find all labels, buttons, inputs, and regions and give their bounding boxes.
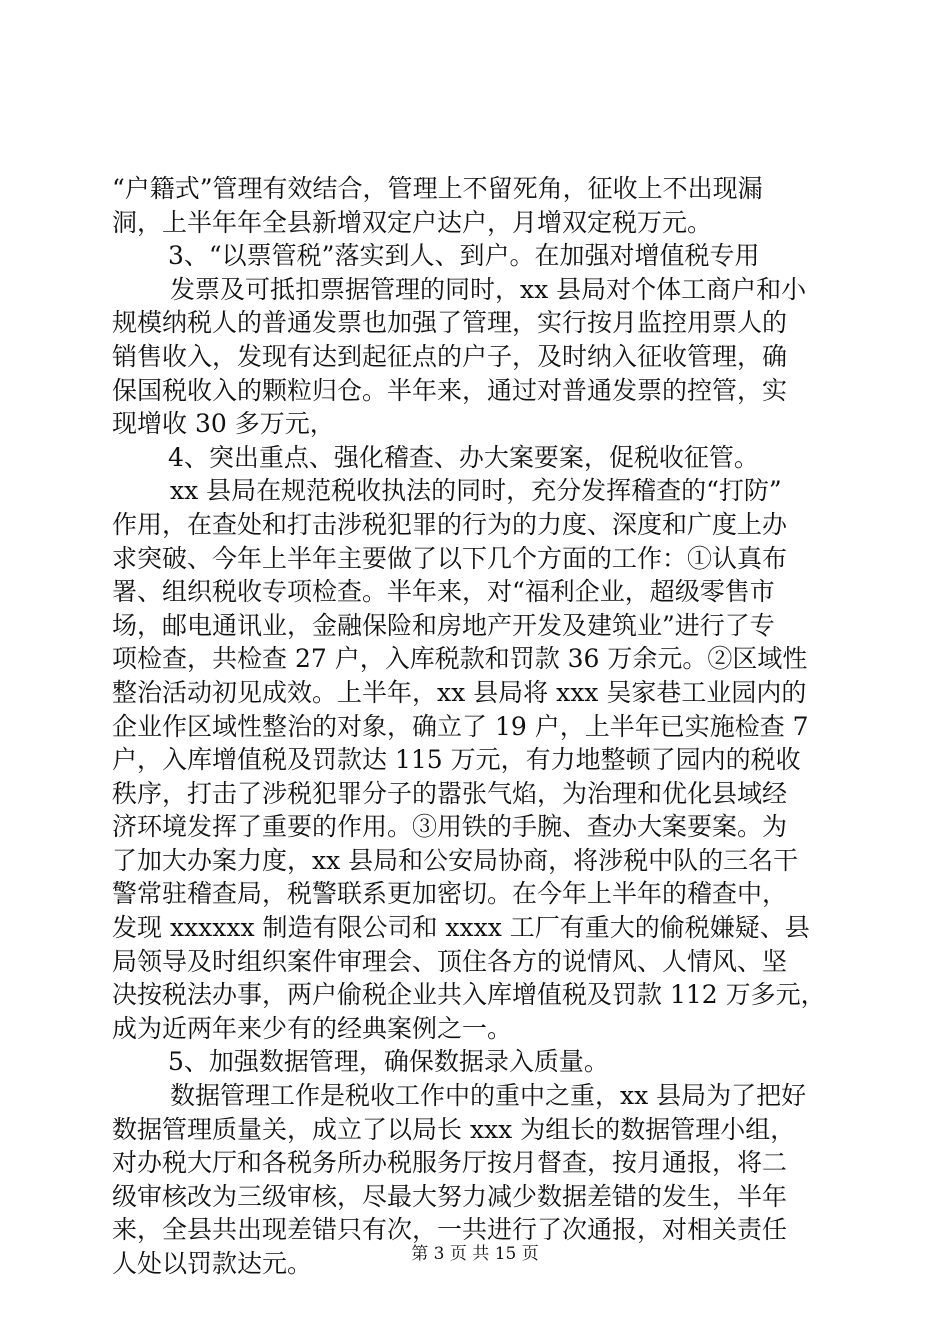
page-number-footer: 第 3 页 共 15 页 bbox=[411, 1244, 539, 1264]
text-line: xx 县局在规范税收执法的同时，充分发挥稽查的“打防” bbox=[170, 476, 782, 506]
text-line: 署、组织税收专项检查。半年来，对“福利企业，超级零售市 bbox=[112, 577, 775, 607]
section-heading: 4、突出重点、强化稽查、办大案要案，促税收征管。 bbox=[168, 442, 759, 472]
text-line: 决按税法办事，两户偷税企业共入库增值税及罚款 112 万多元， bbox=[112, 980, 826, 1010]
text-line: 济环境发挥了重要的作用。③用铁的手腕、查办大案要案。为 bbox=[112, 812, 788, 842]
text-line: 发现 xxxxxx 制造有限公司和 xxxx 工厂有重大的偷税嫌疑、县 bbox=[112, 913, 810, 943]
text-line: 对办税大厅和各税务所办税服务厅按月督查，按月通报，将二 bbox=[112, 1148, 788, 1178]
text-line: 场，邮电通讯业，金融保险和房地产开发及建筑业”进行了专 bbox=[112, 610, 775, 640]
text-line: 作用，在查处和打击涉税犯罪的行为的力度、深度和广度上办 bbox=[112, 509, 788, 539]
text-line: 求突破、今年上半年主要做了以下几个方面的工作：①认真布 bbox=[112, 543, 788, 573]
section-heading: 3、“以票管税”落实到人、到户。在加强对增值税专用 bbox=[168, 241, 760, 271]
text-line: 企业作区域性整治的对象，确立了 19 户，上半年已实施检查 7 bbox=[112, 711, 809, 741]
text-line: 来，全县共出现差错只有次，一共进行了次通报，对相关责任 bbox=[112, 1215, 788, 1245]
text-line: 规模纳税人的普通发票也加强了管理，实行按月监控用票人的 bbox=[112, 308, 788, 338]
document-body bbox=[112, 172, 842, 1281]
text-line: “户籍式”管理有效结合，管理上不留死角，征收上不出现漏 bbox=[112, 174, 763, 203]
text-line: 数据管理质量关，成立了以局长 xxx 为组长的数据管理小组， bbox=[112, 1114, 796, 1144]
text-line: 局领导及时组织案件审理会、顶住各方的说情风、人情风、坚 bbox=[112, 946, 788, 976]
text-line: 项检查，共检查 27 户，入库税款和罚款 36 万余元。②区域性 bbox=[112, 644, 808, 674]
text-line: 警常驻稽查局，税警联系更加密切。在今年上半年的稽查中， bbox=[112, 879, 788, 909]
text-line: 户，入库增值税及罚款达 115 万元，有力地整顿了园内的税收 bbox=[112, 745, 801, 775]
section-heading: 5、加强数据管理，确保数据录入质量。 bbox=[168, 1047, 609, 1077]
text-line: 整治活动初见成效。上半年，xx 县局将 xxx 吴家巷工业园内的 bbox=[112, 677, 807, 707]
text-line: 数据管理工作是税收工作中的重中之重，xx 县局为了把好 bbox=[170, 1081, 807, 1111]
text-line: 级审核改为三级审核，尽最大努力减少数据差错的发生，半年 bbox=[112, 1181, 788, 1211]
text-line: 了加大办案力度，xx 县局和公安局协商，将涉税中队的三名干 bbox=[112, 845, 799, 875]
text-line: 秩序，打击了涉税犯罪分子的嚣张气焰，为治理和优化县域经 bbox=[112, 778, 788, 808]
text-line: 洞，上半年年全县新增双定户达户，月增双定税万元。 bbox=[112, 207, 713, 237]
text-line: 成为近两年来少有的经典案例之一。 bbox=[112, 1013, 513, 1043]
text-line: 人处以罚款达元。 bbox=[112, 1249, 313, 1278]
text-line: 发票及可抵扣票据管理的同时，xx 县局对个体工商户和小 bbox=[170, 274, 807, 304]
text-line: 现增收 30 多万元， bbox=[112, 409, 335, 439]
text-line: 销售收入，发现有达到起征点的户子，及时纳入征收管理，确 bbox=[112, 341, 788, 371]
text-line: 保国税收入的颗粒归仓。半年来，通过对普通发票的控管，实 bbox=[112, 375, 788, 405]
